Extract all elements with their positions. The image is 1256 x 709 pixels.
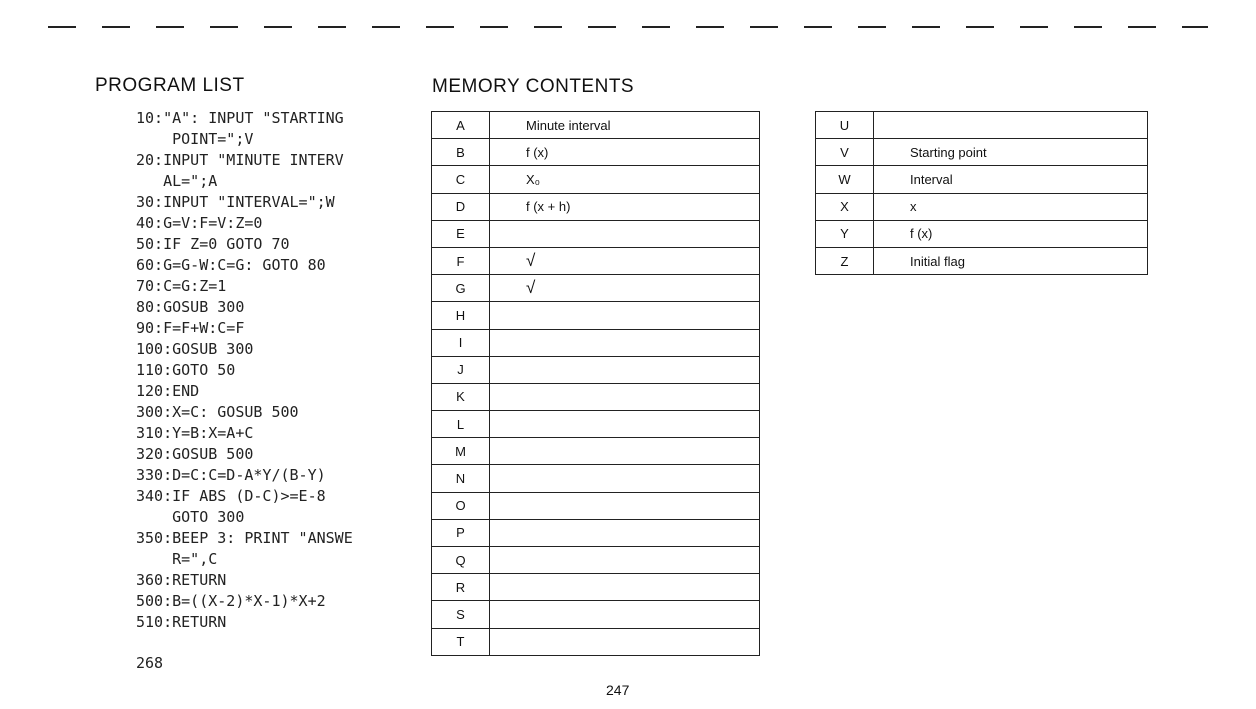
program-line: 310:Y=B:X=A+C bbox=[136, 424, 254, 442]
register-label: X bbox=[816, 193, 874, 220]
memory-row-l bbox=[432, 411, 760, 438]
memory-table-a-to-t bbox=[431, 111, 760, 656]
memory-row-k bbox=[432, 383, 760, 410]
memory-row-i bbox=[432, 329, 760, 356]
register-label: N bbox=[432, 465, 490, 492]
memory-table-u-to-z bbox=[815, 111, 1148, 275]
memory-row-j bbox=[432, 356, 760, 383]
register-label: R bbox=[432, 574, 490, 601]
program-list-heading: PROGRAM LIST bbox=[95, 75, 245, 96]
register-contents bbox=[490, 465, 760, 492]
program-line: 100:GOSUB 300 bbox=[136, 340, 254, 358]
top-dashed-rule bbox=[48, 26, 1208, 28]
memory-row-u bbox=[816, 112, 1148, 139]
register-contents bbox=[490, 492, 760, 519]
register-label: H bbox=[432, 302, 490, 329]
register-contents: f (x + h) bbox=[490, 193, 760, 220]
register-contents bbox=[490, 411, 760, 438]
register-label: K bbox=[432, 383, 490, 410]
register-contents bbox=[874, 112, 1148, 139]
memory-row-y bbox=[816, 220, 1148, 247]
program-line: 60:G=G-W:C=G: GOTO 80 bbox=[136, 256, 326, 274]
memory-row-f bbox=[432, 247, 760, 274]
register-contents bbox=[490, 356, 760, 383]
register-contents: Minute interval bbox=[490, 112, 760, 139]
program-line: 80:GOSUB 300 bbox=[136, 298, 245, 316]
register-label: P bbox=[432, 519, 490, 546]
memory-row-a bbox=[432, 112, 760, 139]
register-contents bbox=[490, 302, 760, 329]
program-line: GOTO 300 bbox=[136, 508, 245, 526]
memory-row-e bbox=[432, 220, 760, 247]
memory-row-n bbox=[432, 465, 760, 492]
program-line: 330:D=C:C=D-A*Y/(B-Y) bbox=[136, 466, 326, 484]
register-label: U bbox=[816, 112, 874, 139]
register-contents: f (x) bbox=[874, 220, 1148, 247]
memory-row-o bbox=[432, 492, 760, 519]
register-contents: f (x) bbox=[490, 139, 760, 166]
program-listing bbox=[136, 108, 353, 633]
program-line: 360:RETURN bbox=[136, 571, 227, 589]
register-label: T bbox=[432, 628, 490, 655]
memory-row-r bbox=[432, 574, 760, 601]
register-contents bbox=[490, 383, 760, 410]
program-line: 70:C=G:Z=1 bbox=[136, 277, 227, 295]
program-line: 40:G=V:F=V:Z=0 bbox=[136, 214, 263, 232]
program-line: 20:INPUT "MINUTE INTERV bbox=[136, 151, 344, 169]
register-label: V bbox=[816, 139, 874, 166]
memory-row-h bbox=[432, 302, 760, 329]
memory-row-q bbox=[432, 547, 760, 574]
register-label: L bbox=[432, 411, 490, 438]
register-label: D bbox=[432, 193, 490, 220]
register-label: W bbox=[816, 166, 874, 193]
register-label: I bbox=[432, 329, 490, 356]
register-label: F bbox=[432, 247, 490, 274]
program-line: R=",C bbox=[136, 550, 218, 568]
register-contents bbox=[490, 601, 760, 628]
memory-row-s bbox=[432, 601, 760, 628]
program-line: AL=";A bbox=[136, 172, 218, 190]
register-label: Q bbox=[432, 547, 490, 574]
register-label: B bbox=[432, 139, 490, 166]
program-line: 10:"A": INPUT "STARTING bbox=[136, 109, 344, 127]
checkmark-icon: √ bbox=[490, 275, 760, 302]
program-line: 320:GOSUB 500 bbox=[136, 445, 254, 463]
memory-contents-heading: MEMORY CONTENTS bbox=[432, 76, 635, 97]
program-line: 120:END bbox=[136, 382, 200, 400]
register-contents bbox=[490, 220, 760, 247]
register-label: J bbox=[432, 356, 490, 383]
memory-row-p bbox=[432, 519, 760, 546]
register-label: Z bbox=[816, 247, 874, 274]
register-label: M bbox=[432, 438, 490, 465]
register-contents: Interval bbox=[874, 166, 1148, 193]
memory-row-z bbox=[816, 247, 1148, 274]
register-contents: Initial flag bbox=[874, 247, 1148, 274]
register-contents bbox=[490, 438, 760, 465]
memory-row-t bbox=[432, 628, 760, 655]
program-line: 300:X=C: GOSUB 500 bbox=[136, 403, 299, 421]
register-contents bbox=[490, 329, 760, 356]
program-line: 50:IF Z=0 GOTO 70 bbox=[136, 235, 290, 253]
register-label: S bbox=[432, 601, 490, 628]
program-line: 510:RETURN bbox=[136, 613, 227, 631]
register-contents bbox=[490, 547, 760, 574]
memory-row-g bbox=[432, 275, 760, 302]
program-line: 110:GOTO 50 bbox=[136, 361, 236, 379]
register-label: G bbox=[432, 275, 490, 302]
register-contents: X₀ bbox=[490, 166, 760, 193]
register-label: A bbox=[432, 112, 490, 139]
program-line: 30:INPUT "INTERVAL=";W bbox=[136, 193, 335, 211]
register-contents bbox=[490, 519, 760, 546]
page-number-left: 268 bbox=[136, 654, 164, 672]
program-line: 90:F=F+W:C=F bbox=[136, 319, 245, 337]
register-contents bbox=[490, 628, 760, 655]
memory-row-m bbox=[432, 438, 760, 465]
register-label: C bbox=[432, 166, 490, 193]
memory-row-d bbox=[432, 193, 760, 220]
checkmark-icon: √ bbox=[490, 247, 760, 274]
memory-row-v bbox=[816, 139, 1148, 166]
memory-row-b bbox=[432, 139, 760, 166]
register-label: O bbox=[432, 492, 490, 519]
program-line: POINT=";V bbox=[136, 130, 254, 148]
memory-row-x bbox=[816, 193, 1148, 220]
memory-row-c bbox=[432, 166, 760, 193]
register-label: E bbox=[432, 220, 490, 247]
register-label: Y bbox=[816, 220, 874, 247]
register-contents: Starting point bbox=[874, 139, 1148, 166]
register-contents bbox=[490, 574, 760, 601]
page-number-center: 247 bbox=[606, 682, 630, 698]
program-line: 340:IF ABS (D-C)>=E-8 bbox=[136, 487, 326, 505]
program-line: 350:BEEP 3: PRINT "ANSWE bbox=[136, 529, 353, 547]
memory-row-w bbox=[816, 166, 1148, 193]
program-line: 500:B=((X-2)*X-1)*X+2 bbox=[136, 592, 326, 610]
register-contents: x bbox=[874, 193, 1148, 220]
